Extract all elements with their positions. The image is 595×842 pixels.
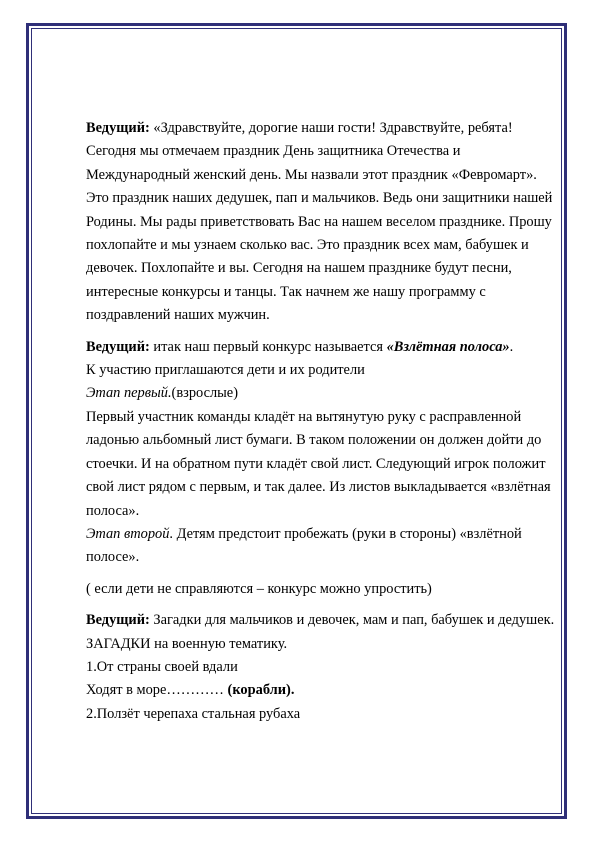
participants-line: К участию приглашаются дети и их родители xyxy=(86,362,365,379)
document-body xyxy=(86,117,556,726)
host-label: Ведущий: xyxy=(86,338,150,355)
stage-two-line: Этап второй. Детям предстоит пробежать (руки в стороны) «взлётной полосе». xyxy=(86,525,522,566)
stage-two-label: Этап второй xyxy=(86,525,170,542)
riddle-2-line-1: 2.Ползёт черепаха стальная рубаха xyxy=(86,705,301,722)
intro-paragraph xyxy=(86,117,556,328)
simplify-note: ( если дети не справляются – конкурс можно упростить) xyxy=(86,580,432,597)
riddle-1-line-2: Ходят в море………… (корабли). xyxy=(86,682,295,699)
host-label: Ведущий: xyxy=(86,120,150,136)
riddle-1-line-1: 1.От страны своей вдали xyxy=(86,658,238,675)
riddles-heading: ЗАГАДКИ на военную тематику. xyxy=(86,635,288,652)
riddle-1-answer: (корабли). xyxy=(227,682,295,699)
riddles-intro-text: Загадки для мальчиков и девочек, мам и пап, бабушек и дедушек. xyxy=(149,612,555,629)
riddles-intro-paragraph xyxy=(86,609,556,632)
stage-one-line: Этап первый.(взрослые) xyxy=(86,385,238,402)
stage-one-description: Первый участник команды кладёт на вытянутую руку с расправленной ладонью альбомный лист бумаги. В таком положении он должен дойти до стоечки. И на обратном пути кладёт свой лист. Следующий игрок положит свой лист рядом с первым, и так далее. Из листов выкладывается «взлётная полоса». xyxy=(86,408,551,519)
contest-intro-text: итак наш первый конкурс называется xyxy=(149,338,387,355)
intro-text: «Здравствуйте, дорогие наши гости! Здравствуйте, ребята! Сегодня мы отмечаем праздник День защитника Отечества и Международный женский день. Мы назвали этот праздник «Февромарт». Это праздник наших дедушек, пап и мальчиков. Ведь они защитники нашей Родины. Мы рады приветствовать Вас на нашем веселом празднике. Прошу похлопайте и мы узнаем сколько вас. Это праздник всех мам, бабушек и девочек. Похлопайте и вы. Сегодня на нашем празднике будут песни, интересные конкурсы и танцы. Так начнем же нашу программу с поздравлений наших мужчин. xyxy=(86,120,553,324)
contest-name: «Взлётная полоса» xyxy=(386,338,510,355)
stage-one-label: Этап первый. xyxy=(86,385,172,402)
contest-intro-paragraph: Ведущий: итак наш первый конкурс называется «Взлётная полоса». xyxy=(86,338,514,355)
host-label: Ведущий: xyxy=(86,612,150,629)
